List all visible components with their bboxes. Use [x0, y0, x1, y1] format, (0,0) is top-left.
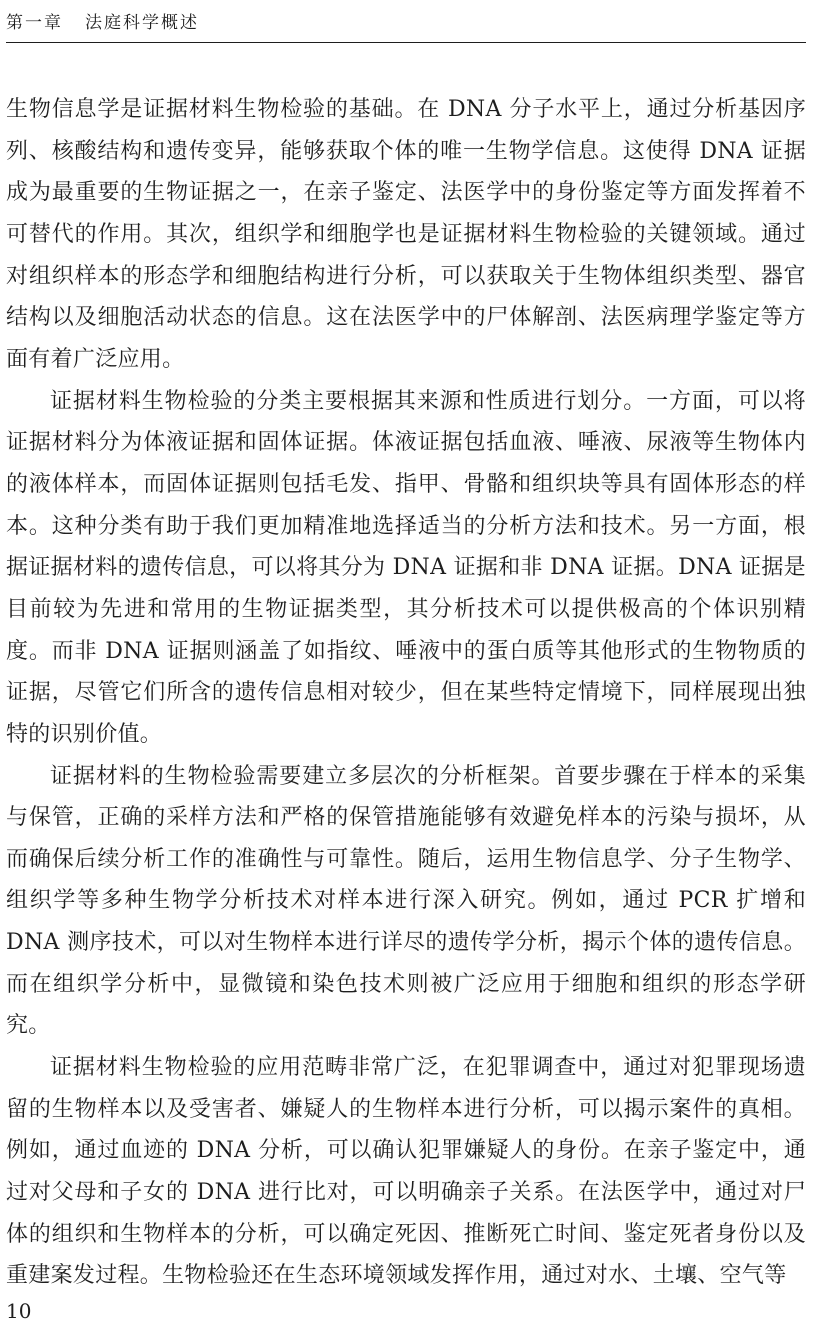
chapter-title: 法庭科学概述	[85, 13, 199, 33]
running-header	[6, 8, 806, 38]
body-text	[6, 89, 806, 1297]
paragraph-4: 证据材料生物检验的应用范畴非常广泛，在犯罪调查中，通过对犯罪现场遗留的生物样本以及受害者、嫌疑人的生物样本进行分析，可以揭示案件的真相。例如，通过血迹的 DNA 分析，可以确认犯罪嫌疑人的身份。在亲子鉴定中，通过对父母和子女的 DNA 进行比对，可以明确亲子关系。在法医学中，通过对尸体的组织和生物样本的分析，可以确定死因、推断死亡时间、鉴定死者身份以及重建案发过程。生物检验还在生态环境领域发挥作用，通过对水、土壤、空气等	[6, 1055, 806, 1289]
chapter-label: 第一章	[6, 13, 63, 33]
page-number: 10	[6, 1299, 32, 1323]
paragraph-2: 证据材料生物检验的分类主要根据其来源和性质进行划分。一方面，可以将证据材料分为体液证据和固体证据。体液证据包括血液、唾液、尿液等生物体内的液体样本，而固体证据则包括毛发、指甲、骨骼和组织块等具有固体形态的样本。这种分类有助于我们更加精准地选择适当的分析方法和技术。另一方面，根据证据材料的遗传信息，可以将其分为 DNA 证据和非 DNA 证据。DNA 证据是目前较为先进和常用的生物证据类型，其分析技术可以提供极高的个体识别精度。而非 DNA 证据则涵盖了如指纹、唾液中的蛋白质等其他形式的生物物质的证据，尽管它们所含的遗传信息相对较少，但在某些特定情境下，同样展现出独特的识别价值。	[6, 388, 806, 747]
paragraph-3: 证据材料的生物检验需要建立多层次的分析框架。首要步骤在于样本的采集与保管，正确的采样方法和严格的保管措施能够有效避免样本的污染与损坏，从而确保后续分析工作的准确性与可靠性。随后，运用生物信息学、分子生物学、组织学等多种生物学分析技术对样本进行深入研究。例如，通过 PCR 扩增和 DNA 测序技术，可以对生物样本进行详尽的遗传学分析，揭示个体的遗传信息。而在组织学分析中，显微镜和染色技术则被广泛应用于细胞和组织的形态学研究。	[6, 763, 806, 1039]
paragraph-1: 生物信息学是证据材料生物检验的基础。在 DNA 分子水平上，通过分析基因序列、核酸结构和遗传变异，能够获取个体的唯一生物学信息。这使得 DNA 证据成为最重要的生物证据之一，在亲子鉴定、法医学中的身份鉴定等方面发挥着不可替代的作用。其次，组织学和细胞学也是证据材料生物检验的关键领域。通过对组织样本的形态学和细胞结构进行分析，可以获取关于生物体组织类型、器官结构以及细胞活动状态的信息。这在法医学中的尸体解剖、法医病理学鉴定等方面有着广泛应用。	[6, 97, 806, 372]
header-rule	[6, 42, 806, 43]
